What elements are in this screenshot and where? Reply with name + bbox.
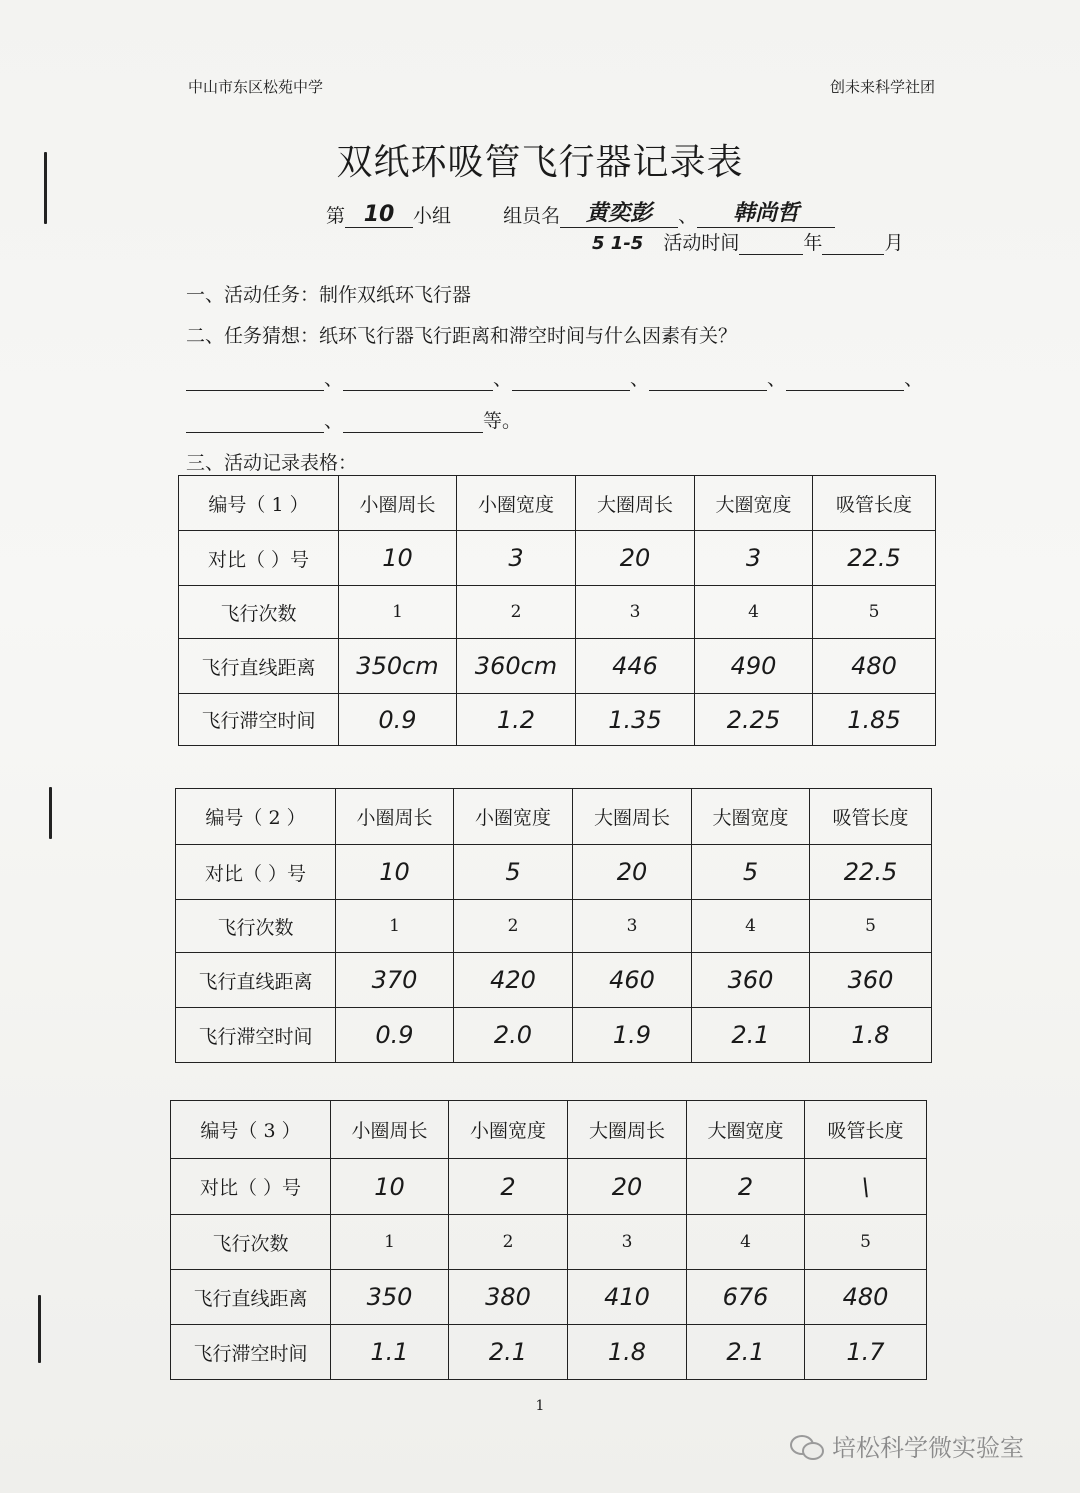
- task-line: 一、活动任务：制作双纸环飞行器: [186, 284, 472, 306]
- record-table-3: [170, 1100, 927, 1380]
- time-cell: 2.1: [687, 1325, 805, 1380]
- param-cell: 10: [336, 845, 454, 900]
- param-cell: \: [805, 1159, 927, 1215]
- distance-cell: 420: [454, 953, 573, 1008]
- count-cell: 1: [339, 586, 457, 639]
- param-cell: 5: [692, 845, 810, 900]
- count-cell: 5: [810, 900, 932, 953]
- distance-cell: 480: [805, 1270, 927, 1325]
- param-cell: 3: [457, 531, 576, 586]
- distance-cell: 350cm: [339, 639, 457, 694]
- row-label-time: 飞行滞空时间: [179, 694, 339, 746]
- col-header: 大圈宽度: [692, 789, 810, 845]
- count-cell: 1: [331, 1215, 449, 1270]
- record-heading: 三、活动记录表格：: [186, 452, 358, 474]
- binder-mark: [49, 787, 52, 839]
- time-cell: 2.1: [692, 1008, 810, 1063]
- col-header: 小圈周长: [339, 476, 457, 531]
- member-2: 韩尚哲: [697, 196, 835, 228]
- count-cell: 5: [813, 586, 936, 639]
- count-cell: 1: [336, 900, 454, 953]
- param-cell: 2: [449, 1159, 568, 1215]
- col-header: 小圈周长: [331, 1101, 449, 1159]
- members-label: 组员名: [503, 205, 561, 227]
- count-cell: 2: [454, 900, 573, 953]
- count-cell: 4: [695, 586, 813, 639]
- row-label-distance: 飞行直线距离: [176, 953, 336, 1008]
- param-cell: 2: [687, 1159, 805, 1215]
- table-id-label: 编号（ 3 ）: [171, 1101, 331, 1159]
- member-1: 黄奕彭: [560, 196, 678, 228]
- param-cell: 22.5: [813, 531, 936, 586]
- param-cell: 22.5: [810, 845, 932, 900]
- param-cell: 10: [339, 531, 457, 586]
- club-name: 创未来科学社团: [829, 78, 935, 96]
- time-cell: 0.9: [336, 1008, 454, 1063]
- col-header: 大圈周长: [568, 1101, 687, 1159]
- distance-cell: 360: [810, 953, 932, 1008]
- time-cell: 1.7: [805, 1325, 927, 1380]
- watermark: [790, 1428, 1024, 1463]
- date-note: 5 1-5: [592, 233, 644, 254]
- col-header: 吸管长度: [813, 476, 936, 531]
- param-cell: 20: [576, 531, 695, 586]
- param-cell: 20: [568, 1159, 687, 1215]
- col-header: 小圈周长: [336, 789, 454, 845]
- col-header: 大圈周长: [576, 476, 695, 531]
- row-label-compare: 对比（ ）号: [179, 531, 339, 586]
- table-id-label: 编号（ 2 ）: [176, 789, 336, 845]
- table-id-label: 编号（ 1 ）: [179, 476, 339, 531]
- activity-time-label: 活动时间: [663, 232, 740, 254]
- time-cell: 1.8: [568, 1325, 687, 1380]
- distance-cell: 350: [331, 1270, 449, 1325]
- distance-cell: 676: [687, 1270, 805, 1325]
- time-cell: 0.9: [339, 694, 457, 746]
- col-header: 大圈宽度: [687, 1101, 805, 1159]
- page-title: 双纸环吸管飞行器记录表: [336, 142, 744, 183]
- distance-cell: 490: [695, 639, 813, 694]
- count-cell: 3: [568, 1215, 687, 1270]
- row-label-distance: 飞行直线距离: [179, 639, 339, 694]
- count-cell: 3: [573, 900, 692, 953]
- row-label-time: 飞行滞空时间: [171, 1325, 331, 1380]
- col-header: 吸管长度: [805, 1101, 927, 1159]
- time-cell: 1.85: [813, 694, 936, 746]
- col-header: 小圈宽度: [457, 476, 576, 531]
- count-cell: 5: [805, 1215, 927, 1270]
- col-header: 小圈宽度: [449, 1101, 568, 1159]
- binder-mark: [38, 1295, 41, 1363]
- page-number: 1: [535, 1398, 545, 1414]
- school-name: 中山市东区松苑中学: [188, 78, 324, 96]
- distance-cell: 446: [576, 639, 695, 694]
- time-cell: 1.9: [573, 1008, 692, 1063]
- time-line: 5 1-5 活动时间 年 月: [592, 232, 904, 254]
- blank-row-1: 、 、 、 、 、: [186, 364, 923, 391]
- count-cell: 2: [449, 1215, 568, 1270]
- watermark-text: 培松科学微实验室: [832, 1434, 1024, 1462]
- col-header: 大圈周长: [573, 789, 692, 845]
- time-cell: 2.0: [454, 1008, 573, 1063]
- row-label-compare: 对比（ ）号: [176, 845, 336, 900]
- distance-cell: 360: [692, 953, 810, 1008]
- wechat-icon: [790, 1433, 824, 1459]
- time-cell: 1.2: [457, 694, 576, 746]
- count-cell: 2: [457, 586, 576, 639]
- distance-cell: 460: [573, 953, 692, 1008]
- record-table-2: [175, 788, 932, 1063]
- param-cell: 5: [454, 845, 573, 900]
- time-cell: 2.1: [449, 1325, 568, 1380]
- row-label-count: 飞行次数: [176, 900, 336, 953]
- row-label-count: 飞行次数: [179, 586, 339, 639]
- time-cell: 2.25: [695, 694, 813, 746]
- col-header: 吸管长度: [810, 789, 932, 845]
- distance-cell: 370: [336, 953, 454, 1008]
- count-cell: 3: [576, 586, 695, 639]
- group-line: 第 10 小组 组员名 黄奕彭 、 韩尚哲: [326, 196, 835, 228]
- guess-line: 二、任务猜想：纸环飞行器飞行距离和滞空时间与什么因素有关？: [186, 325, 738, 347]
- param-cell: 3: [695, 531, 813, 586]
- count-cell: 4: [692, 900, 810, 953]
- distance-cell: 410: [568, 1270, 687, 1325]
- distance-cell: 360cm: [457, 639, 576, 694]
- col-header: 小圈宽度: [454, 789, 573, 845]
- col-header: 大圈宽度: [695, 476, 813, 531]
- time-cell: 1.8: [810, 1008, 932, 1063]
- row-label-time: 飞行滞空时间: [176, 1008, 336, 1063]
- row-label-distance: 飞行直线距离: [171, 1270, 331, 1325]
- row-label-compare: 对比（ ）号: [171, 1159, 331, 1215]
- distance-cell: 480: [813, 639, 936, 694]
- group-number: 10: [345, 202, 413, 228]
- time-cell: 1.1: [331, 1325, 449, 1380]
- record-table-1: [178, 475, 936, 746]
- count-cell: 4: [687, 1215, 805, 1270]
- blank-row-2: 、 等。: [186, 406, 521, 433]
- time-cell: 1.35: [576, 694, 695, 746]
- distance-cell: 380: [449, 1270, 568, 1325]
- row-label-count: 飞行次数: [171, 1215, 331, 1270]
- param-cell: 20: [573, 845, 692, 900]
- param-cell: 10: [331, 1159, 449, 1215]
